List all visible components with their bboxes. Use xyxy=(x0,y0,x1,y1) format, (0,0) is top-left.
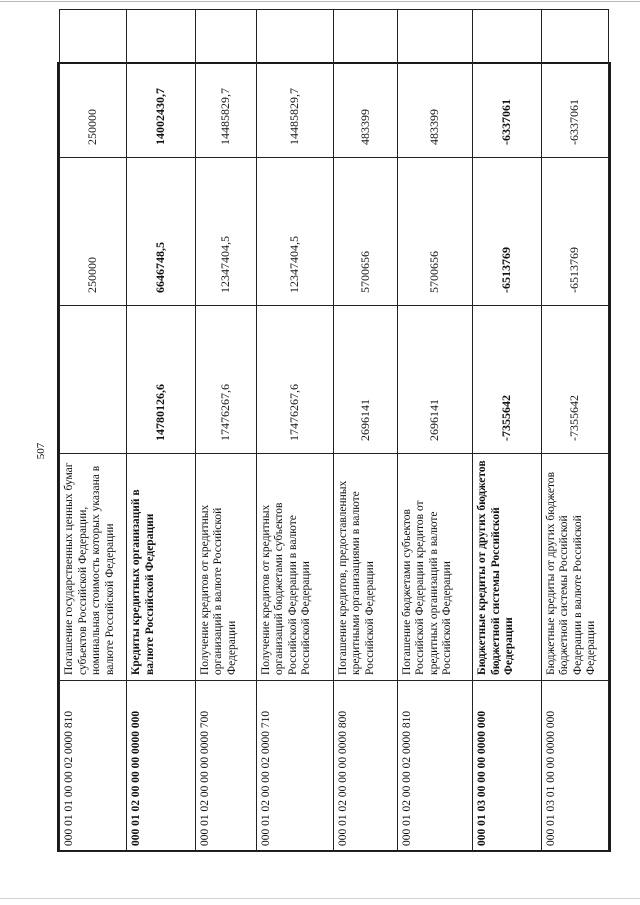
value-year-3: -6337061 xyxy=(473,10,541,158)
value-year-3: -6337061 xyxy=(541,10,608,158)
table-row xyxy=(473,10,541,852)
budget-code: 000 01 03 00 00 00 0000 000 xyxy=(473,681,541,852)
table-row xyxy=(256,10,333,852)
value-year-2: -6513769 xyxy=(541,158,608,306)
budget-code: 000 01 02 00 00 02 0000 810 xyxy=(397,681,472,852)
row-description: Погашение государственных ценных бумаг субъектов Российской Федерации, номинальная стоимость которых указана в валюте Российской Федерации xyxy=(60,454,127,681)
table-row xyxy=(127,10,195,852)
table-row xyxy=(333,10,397,852)
value-year-2: 250000 xyxy=(60,158,127,306)
row-description: Кредиты кредитных организаций в валюте Российской Федерации xyxy=(127,454,195,681)
budget-code: 000 01 02 00 00 02 0000 710 xyxy=(256,681,333,852)
value-year-3: 14485829,7 xyxy=(195,10,256,158)
budget-table-frame xyxy=(57,62,611,852)
bottom-rule xyxy=(0,898,640,899)
value-year-3: 250000 xyxy=(60,10,127,158)
value-year-1 xyxy=(60,306,127,454)
row-description: Погашение кредитов, предоставленных кредитными организациями в валюте Российской Федерации xyxy=(333,454,397,681)
table-row xyxy=(60,10,127,852)
value-year-2: 6646748,5 xyxy=(127,158,195,306)
table-row xyxy=(195,10,256,852)
budget-code: 000 01 03 01 00 00 0000 000 xyxy=(541,681,608,852)
value-year-2: -6513769 xyxy=(473,158,541,306)
page-number: 507 xyxy=(35,442,47,460)
budget-code: 000 01 02 00 00 00 0000 700 xyxy=(195,681,256,852)
table-row xyxy=(397,10,472,852)
value-year-3: 14485829,7 xyxy=(256,10,333,158)
row-description: Получение кредитов от кредитных организаций бюджетами субъектов Российской Федерации в валюте Российской Федерации xyxy=(256,454,333,681)
value-year-1: 14780126,6 xyxy=(127,306,195,454)
value-year-1: -7355642 xyxy=(473,306,541,454)
budget-code: 000 01 01 00 00 02 0000 810 xyxy=(60,681,127,852)
value-year-2: 12347404,5 xyxy=(256,158,333,306)
row-description: Получение кредитов от кредитных организаций в валюте Российской Федерации xyxy=(195,454,256,681)
top-rule xyxy=(0,1,640,2)
value-year-1: 17476267,6 xyxy=(256,306,333,454)
table-row xyxy=(541,10,608,852)
value-year-3: 483399 xyxy=(333,10,397,158)
row-description: Погашение бюджетами субъектов Российской Федерации кредитов от кредитных организаций в валюте Российской Федерации xyxy=(397,454,472,681)
value-year-1: -7355642 xyxy=(541,306,608,454)
value-year-2: 5700656 xyxy=(333,158,397,306)
budget-code: 000 01 02 00 00 00 0000 800 xyxy=(333,681,397,852)
value-year-2: 5700656 xyxy=(397,158,472,306)
budget-sources-table xyxy=(59,9,609,852)
value-year-1: 17476267,6 xyxy=(195,306,256,454)
budget-code: 000 01 02 00 00 00 0000 000 xyxy=(127,681,195,852)
value-year-3: 14002430,7 xyxy=(127,10,195,158)
value-year-1: 2696141 xyxy=(333,306,397,454)
value-year-3: 483399 xyxy=(397,10,472,158)
rotated-table-wrapper xyxy=(59,66,609,852)
value-year-2: 12347404,5 xyxy=(195,158,256,306)
row-description: Бюджетные кредиты от других бюджетов бюджетной системы Российской Федерации в валюте Российской Федерации xyxy=(541,454,608,681)
value-year-1: 2696141 xyxy=(397,306,472,454)
row-description: Бюджетные кредиты от других бюджетов бюджетной системы Российской Федерации xyxy=(473,454,541,681)
